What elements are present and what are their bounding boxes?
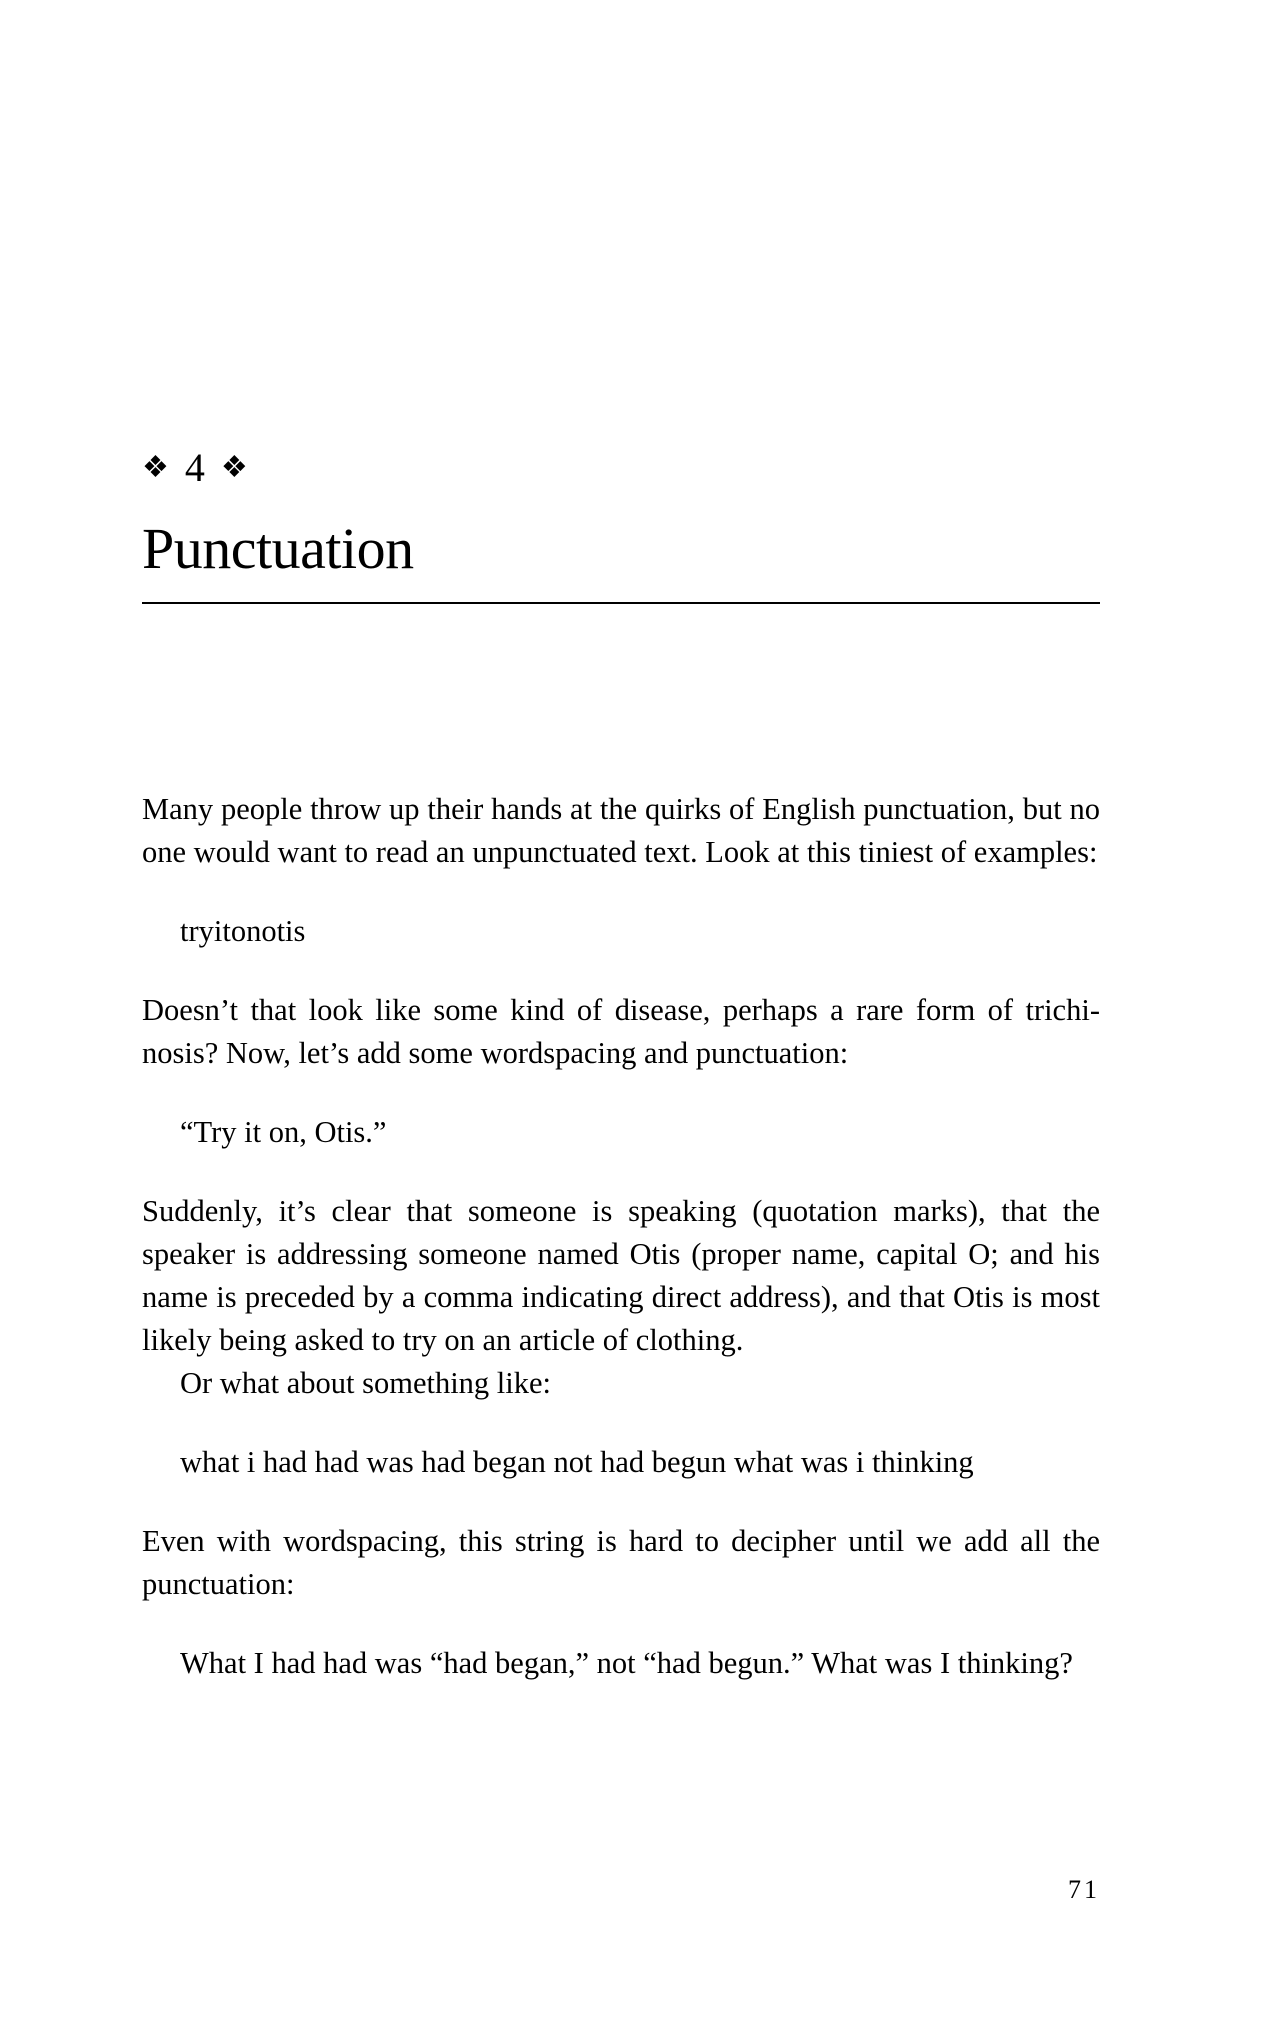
paragraph-disease: Doesn’t that look like some kind of disease, perhaps a rare form of trichinosis? Now, let’s add some wordspacing and punctuation: bbox=[142, 993, 1100, 1070]
diamond-ornament-icon: ❖ bbox=[142, 451, 169, 484]
chapter-title: Punctuation bbox=[142, 516, 414, 581]
example-unpunctuated-had: what i had had was had began not had begun what was i thinking bbox=[180, 1445, 974, 1479]
example-punctuated-otis: “Try it on, Otis.” bbox=[180, 1115, 387, 1149]
paragraph-or-what-about: Or what about something like: bbox=[180, 1366, 552, 1400]
body-text bbox=[142, 788, 1100, 1685]
chapter-number-line bbox=[142, 440, 248, 496]
example-unpunctuated-otis: tryitonotis bbox=[180, 914, 306, 948]
title-divider bbox=[142, 602, 1100, 604]
chapter-number: 4 bbox=[184, 445, 205, 490]
paragraph-wordspacing: Even with wordspacing, this string is hard to decipher until we add all the punctuation: bbox=[142, 1524, 1100, 1601]
paragraph-intro: Many people throw up their hands at the quirks of English punctuation, but no one would want to read an unpunctuated text. Look at this tiniest of examples: bbox=[142, 792, 1100, 869]
paragraph-explanation: Suddenly, it’s clear that someone is speaking (quotation marks), that the speaker is addressing someone named Otis (proper name, capital O; and his name is preceded by a comma indicating direct address), and that Otis is most likely being asked to try on an article of clothing. bbox=[142, 1194, 1100, 1357]
page-number: 71 bbox=[1068, 1875, 1100, 1904]
diamond-ornament-icon: ❖ bbox=[220, 451, 248, 484]
example-punctuated-had: What I had had was “had began,” not “had begun.” What was I thinking? bbox=[180, 1646, 1073, 1680]
